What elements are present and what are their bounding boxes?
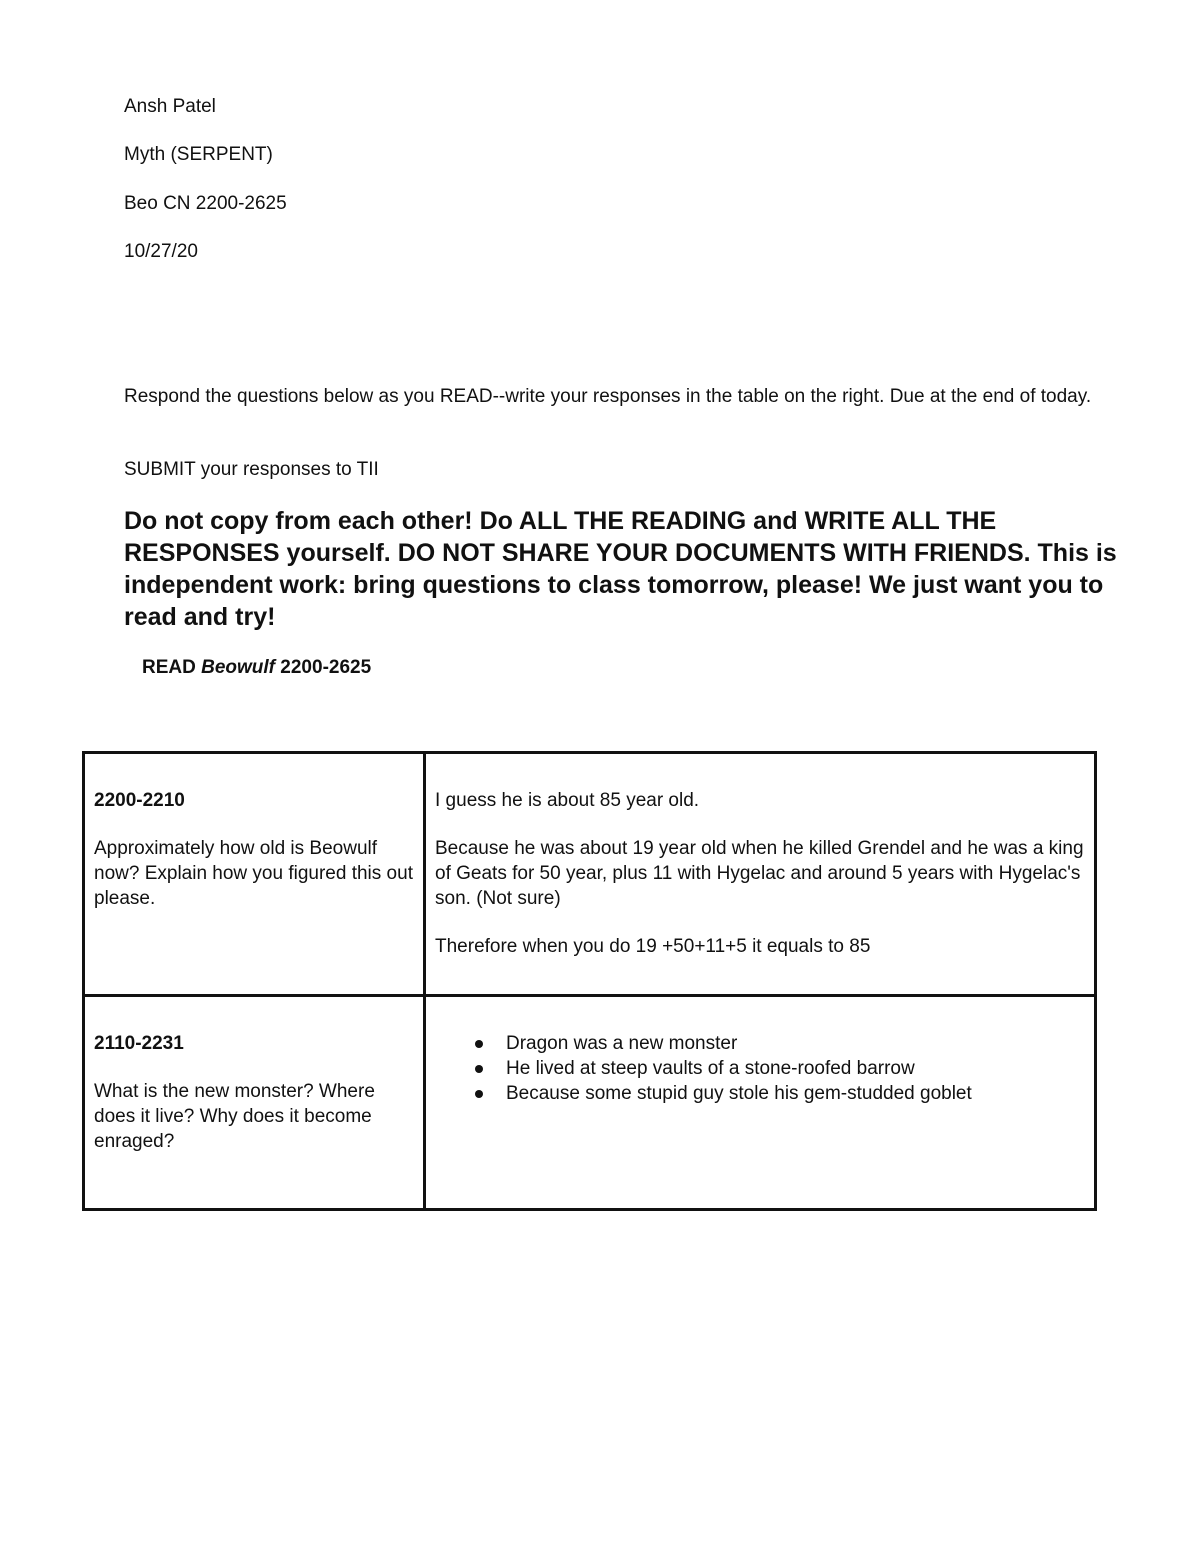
bullet-icon: [475, 1065, 483, 1073]
submit-instruction: SUBMIT your responses to TII: [124, 459, 379, 480]
assignment-title: Beo CN 2200-2625: [124, 193, 287, 214]
response-table: [82, 751, 1097, 1211]
read-title: Beowulf: [201, 657, 276, 678]
table-row: [84, 753, 1096, 996]
answer-paragraph: I guess he is about 85 year old.: [435, 790, 700, 811]
table-row: [84, 996, 1096, 1210]
read-range: 2200-2625: [280, 657, 372, 678]
warning-notice: Do not copy from each other! Do ALL THE READING and WRITE ALL THE RESPONSES yourself. DO NOT SHARE YOUR DOCUMENTS WITH FRIENDS. This is independent work: bring questions to class tomorrow, please! We just want you to read and try!: [124, 507, 1117, 631]
question-text: What is the new monster? Where does it live? Why does it become enraged?: [94, 1081, 375, 1152]
bullet-icon: [475, 1040, 483, 1048]
list-item: [435, 1031, 1085, 1056]
answer-paragraph: Because he was about 19 year old when he killed Grendel and he was a king of Geats for 50 year, plus 11 with Hygelac and around 5 years with Hygelac's son. (Not sure): [435, 838, 1084, 909]
question-cell: [84, 753, 425, 996]
answer-list: [435, 1031, 1085, 1106]
answer-paragraph: Therefore when you do 19 +50+11+5 it equals to 85: [435, 936, 871, 957]
line-range: 2200-2210: [94, 790, 185, 811]
student-name: Ansh Patel: [124, 96, 216, 117]
instructions-text: Respond the questions below as you READ--write your responses in the table on the right. Due at the end of today.: [124, 386, 1092, 407]
question-cell: [84, 996, 425, 1210]
class-name: Myth (SERPENT): [124, 144, 273, 165]
answer-cell[interactable]: [425, 996, 1096, 1210]
bullet-icon: [475, 1090, 483, 1098]
list-item: [435, 1081, 1085, 1106]
line-range: 2110-2231: [94, 1033, 184, 1054]
assignment-date: 10/27/20: [124, 241, 198, 262]
list-item-text: Because some stupid guy stole his gem-studded goblet: [506, 1083, 972, 1104]
list-item-text: Dragon was a new monster: [506, 1033, 738, 1054]
answer-cell[interactable]: [425, 753, 1096, 996]
read-prefix: READ: [142, 657, 196, 678]
reading-assignment: [142, 656, 371, 680]
question-text: Approximately how old is Beowulf now? Explain how you figured this out please.: [94, 838, 413, 909]
list-item: [435, 1056, 1085, 1081]
list-item-text: He lived at steep vaults of a stone-roofed barrow: [506, 1058, 915, 1079]
